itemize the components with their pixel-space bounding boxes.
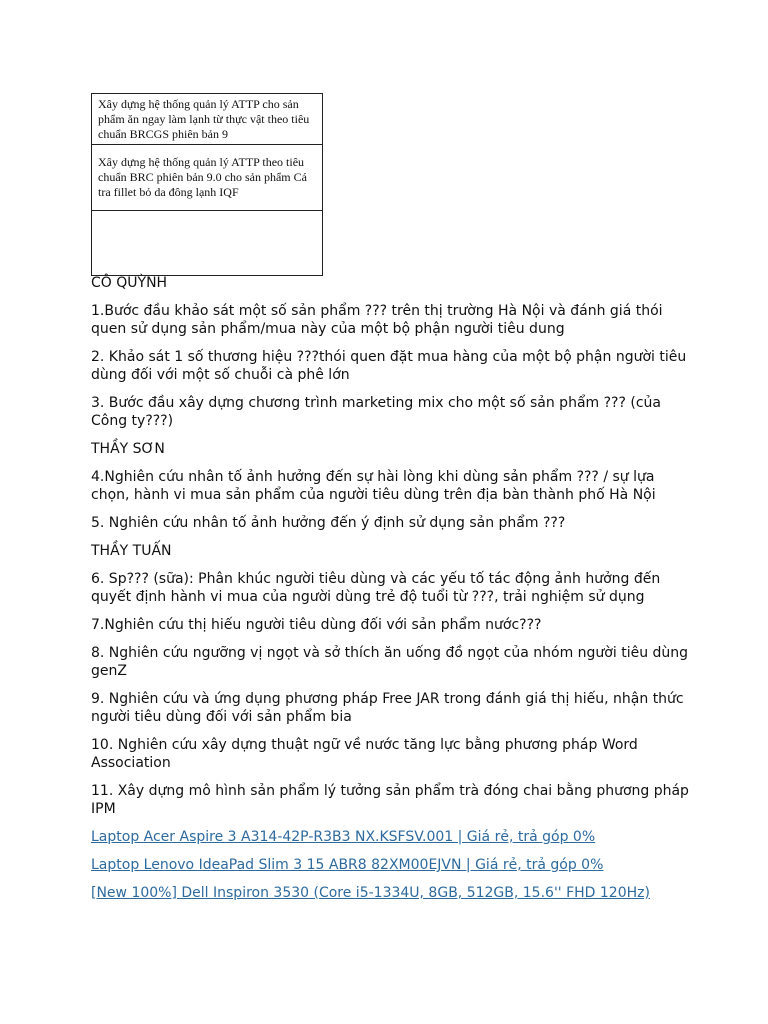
topic-item-7: 7.Nghiên cứu thị hiếu người tiêu dùng đối với sản phẩm nước???	[91, 617, 542, 633]
heading-co-quynh: CÔ QUỲNH	[91, 275, 168, 291]
document-body	[91, 274, 691, 912]
heading-thay-tuan: THẦY TUẤN	[91, 543, 172, 559]
topic-item-2: 2. Khảo sát 1 số thương hiệu ???thói quen đặt mua hàng của một bộ phận người tiêu dùng đối với một số chuỗi cà phê lớn	[91, 349, 687, 383]
topic-item-6: 6. Sp??? (sữa): Phân khúc người tiêu dùng và các yếu tố tác động ảnh hưởng đến quyết định hành vi mua của người dùng trẻ độ tuổi từ ???, trải nghiệm sử dụng	[91, 571, 661, 605]
link-lenovo-ideapad[interactable]: Laptop Lenovo IdeaPad Slim 3 15 ABR8 82XM00EJVN | Giá rẻ, trả góp 0%	[91, 857, 604, 873]
topic-item-11: 11. Xây dựng mô hình sản phẩm lý tưởng sản phẩm trà đóng chai bằng phương pháp IPM	[91, 783, 689, 817]
table-cell-3	[92, 211, 322, 275]
topic-item-4: 4.Nghiên cứu nhân tố ảnh hưởng đến sự hài lòng khi dùng sản phẩm ??? / sự lựa chọn, hành vi mua sản phẩm của người tiêu dùng trên địa bàn thành phố Hà Nội	[91, 469, 656, 503]
topic-table	[91, 93, 323, 276]
topic-item-3: 3. Bước đầu xây dựng chương trình marketing mix cho một số sản phẩm ??? (của Công ty???)	[91, 395, 661, 429]
topic-item-8: 8. Nghiên cứu ngưỡng vị ngọt và sở thích ăn uống đồ ngọt của nhóm người tiêu dùng genZ	[91, 645, 689, 679]
link-acer-aspire[interactable]: Laptop Acer Aspire 3 A314-42P-R3B3 NX.KSFSV.001 | Giá rẻ, trả góp 0%	[91, 829, 596, 845]
heading-thay-son: THẦY SƠN	[91, 441, 165, 457]
topic-item-1: 1.Bước đầu khảo sát một số sản phẩm ??? trên thị trường Hà Nội và đánh giá thói quen sử dụng sản phẩm/mua này của một bộ phận người tiêu dung	[91, 303, 663, 337]
table-cell-1: Xây dựng hệ thống quản lý ATTP cho sản phẩm ăn ngay làm lạnh từ thực vật theo tiêu chuẩn BRCGS phiên bản 9	[92, 94, 322, 145]
table-cell-2: Xây dựng hệ thống quản lý ATTP theo tiêu chuẩn BRC phiên bản 9.0 cho sản phẩm Cá tra fillet bỏ da đông lạnh IQF	[92, 145, 322, 211]
link-dell-inspiron[interactable]: [New 100%] Dell Inspiron 3530 (Core i5-1334U, 8GB, 512GB, 15.6'' FHD 120Hz)	[91, 885, 650, 901]
topic-item-10: 10. Nghiên cứu xây dựng thuật ngữ về nước tăng lực bằng phương pháp Word Association	[91, 737, 638, 771]
topic-item-9: 9. Nghiên cứu và ứng dụng phương pháp Free JAR trong đánh giá thị hiếu, nhận thức người tiêu dùng đối với sản phẩm bia	[91, 691, 684, 725]
topic-item-5: 5. Nghiên cứu nhân tố ảnh hưởng đến ý định sử dụng sản phẩm ???	[91, 515, 566, 531]
